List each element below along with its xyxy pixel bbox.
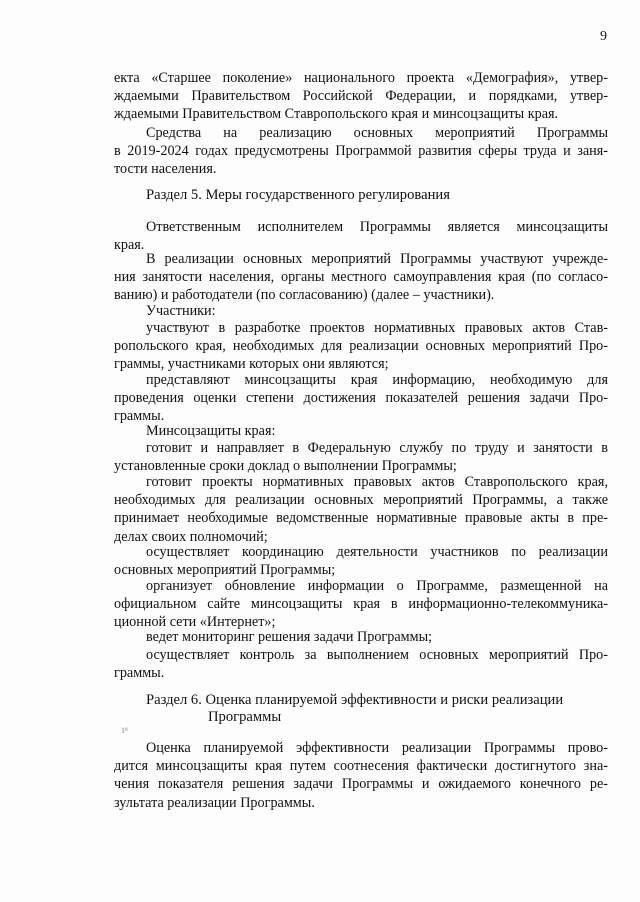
text-line: осуществляет контроль за выполнением основных мероприятий Про- (146, 647, 608, 663)
section-5-heading: Раздел 5. Меры государственного регулирования (146, 187, 450, 203)
text-line: проведения оценки степени достижения показателей решения задачи Про- (114, 390, 608, 407)
ministry-label-block (114, 422, 608, 440)
paragraph-efficiency-assessment (114, 739, 608, 812)
section-6-heading-line-1: Раздел 6. Оценка планируемой эффективности и риски реализации (146, 692, 564, 708)
text-line: Ответственным исполнителем Программы является минсоцзащиты (146, 219, 608, 235)
paragraph-ministry-website (114, 577, 608, 632)
text-line: готовит проекты нормативных правовых актов Ставропольского края, (146, 474, 608, 490)
text-line: ванию) и работодатели (по согласованию) (далее – участники). (114, 287, 495, 304)
text-line: представляют минсоцзащиты края информацию, необходимую для (146, 372, 608, 388)
text-line: основных мероприятий Программы; (114, 562, 336, 579)
text-line: ния занятости населения, органы местного самоуправления края (по согласо- (114, 269, 608, 286)
text-line: Средства на реализацию основных мероприятий Программы (146, 125, 608, 141)
text-line: необходимых для реализации основных мероприятий Программы, а также (114, 492, 608, 509)
paragraph-ministry-control (114, 646, 608, 682)
text-line: граммы. (114, 665, 165, 682)
paragraph-participants-develop (114, 319, 608, 374)
scan-mark: 1⁸ (121, 726, 128, 735)
text-line: принимает необходимые ведомственные нормативные правовые акты в пре- (114, 510, 608, 527)
text-line: готовит и направляет в Федеральную службу по труду и занятости в (146, 440, 608, 456)
paragraph-ministry-coordination (114, 543, 608, 579)
paragraph-participants-intro (114, 250, 608, 305)
text-line: установленные сроки доклад о выполнении Программы; (114, 458, 457, 475)
text-line: ждаемыми Правительством Ставропольского края и минсоцзащиты края. (114, 106, 559, 123)
paragraph-ministry-acts (114, 473, 608, 546)
text-line: В реализации основных мероприятий Программы участвуют учрежде- (146, 251, 608, 267)
text-line: ропольского края, необходимых для реализации основных мероприятий Про- (114, 338, 608, 355)
paragraph-ministry-monitoring (114, 628, 608, 646)
text-line: организует обновление информации о Программе, размещенной на (146, 578, 608, 594)
text-line: участвуют в разработке проектов нормативных правовых актов Став- (146, 320, 608, 336)
paragraph-funding (114, 124, 608, 179)
text-line: ведет мониторинг решения задачи Программы; (146, 629, 433, 645)
page-number: 9 (600, 29, 607, 44)
paragraph-participants-report (114, 371, 608, 426)
text-line: края. (114, 237, 145, 254)
text-line: в 2019-2024 годах предусмотрены Программой развития сферы труда и заня- (114, 143, 608, 160)
text-line: граммы, участниками которых они являются; (114, 356, 389, 373)
text-line: делах своих полномочий; (114, 528, 268, 545)
text-line: екта «Старшее поколение» национального проекта «Демография», утвер- (114, 70, 608, 86)
text-line: граммы. (114, 408, 165, 425)
text-line: дится минсоцзащиты края путем соотнесения фактически достигнутого зна- (114, 758, 608, 775)
text-line: осуществляет координацию деятельности участников по реализации (146, 544, 608, 560)
ministry-label: Минсоцзащиты края: (146, 423, 276, 439)
paragraph-project-end (114, 69, 608, 124)
paragraph-responsible (114, 218, 608, 254)
paragraph-ministry-report (114, 439, 608, 475)
participants-label: Участники: (146, 303, 216, 319)
text-line: ждаемыми Правительством Российской Федерации, и порядками, утвер- (114, 88, 608, 105)
section-6-heading-line-2: Программы (208, 709, 282, 725)
text-line: ционной сети «Интернет»; (114, 614, 276, 631)
text-line: чения показателя решения задачи Программы и ожидаемого конечного ре- (114, 776, 608, 793)
participants-label-block (114, 302, 608, 320)
text-line: официальном сайте минсоцзащиты края в информационно-телекоммуника- (114, 596, 608, 613)
text-line: тости населения. (114, 161, 217, 178)
text-line: Оценка планируемой эффективности реализации Программы прово- (146, 740, 608, 756)
text-line: зультата реализации Программы. (114, 794, 315, 811)
